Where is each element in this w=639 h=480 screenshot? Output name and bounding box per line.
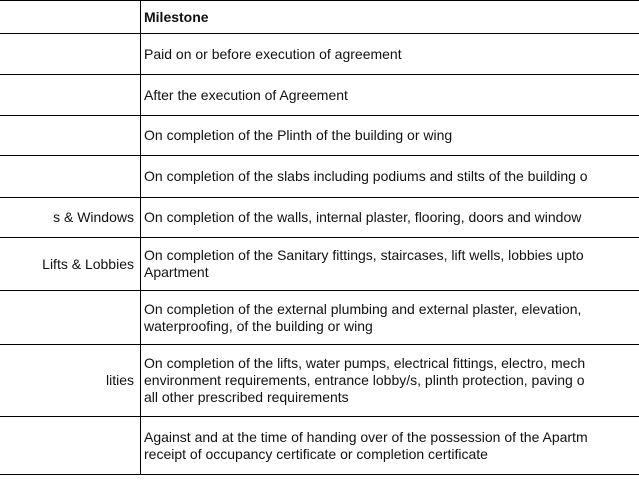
table-row — [0, 417, 639, 475]
milestone-line: On completion of the Sanitary fittings, staircases, lift wells, lobbies upto — [144, 247, 584, 263]
milestone-cell — [141, 238, 639, 291]
table-header-row — [0, 1, 639, 34]
milestone-cell — [141, 34, 639, 75]
milestone-cell — [141, 417, 639, 475]
milestone-line: waterproofing, of the building or wing — [144, 317, 373, 334]
milestone-cell — [141, 156, 639, 198]
table-row — [0, 198, 639, 238]
milestone-line: On completion of the walls, internal plaster, flooring, doors and window — [144, 209, 582, 225]
milestone-header: Milestone — [141, 1, 639, 34]
milestone-line: On completion of the Plinth of the building or wing — [144, 127, 453, 143]
milestone-cell — [141, 116, 639, 156]
milestone-line: receipt of occupancy certificate or completion certificate — [144, 445, 488, 462]
milestone-line: On completion of the slabs including podiums and stilts of the building o — [144, 168, 588, 184]
milestone-line: all other prescribed requirements — [144, 389, 349, 405]
milestone-line: Against and at the time of handing over of the possession of the Apartm — [144, 428, 588, 445]
table-row — [0, 116, 639, 156]
stage-header — [0, 1, 141, 34]
milestone-cell — [141, 198, 639, 238]
table-row — [0, 34, 639, 75]
milestone-cell — [141, 75, 639, 116]
table-row — [0, 75, 639, 116]
stage-cell — [0, 34, 141, 75]
milestone-cell — [141, 345, 639, 417]
stage-cell — [0, 116, 141, 156]
milestone-line: environment requirements, entrance lobby/s, plinth protection, paving o — [144, 372, 585, 388]
stage-cell: lities — [0, 345, 141, 417]
table-row — [0, 291, 639, 345]
table-row — [0, 238, 639, 291]
stage-cell — [0, 417, 141, 475]
table-row — [0, 156, 639, 198]
milestone-line: On completion of the lifts, water pumps, electrical fittings, electro, mech — [144, 355, 586, 371]
stage-cell: Lifts & Lobbies — [0, 238, 141, 291]
milestone-line: Paid on or before execution of agreement — [144, 45, 402, 62]
milestone-line: After the execution of Agreement — [144, 86, 348, 103]
milestone-line: On completion of the external plumbing and external plaster, elevation, — [144, 300, 582, 317]
stage-cell — [0, 291, 141, 345]
table-row — [0, 345, 639, 417]
stage-cell — [0, 75, 141, 116]
milestone-cell — [141, 291, 639, 345]
stage-cell: s & Windows — [0, 198, 141, 238]
milestone-line: Apartment — [144, 264, 209, 280]
stage-cell — [0, 156, 141, 198]
